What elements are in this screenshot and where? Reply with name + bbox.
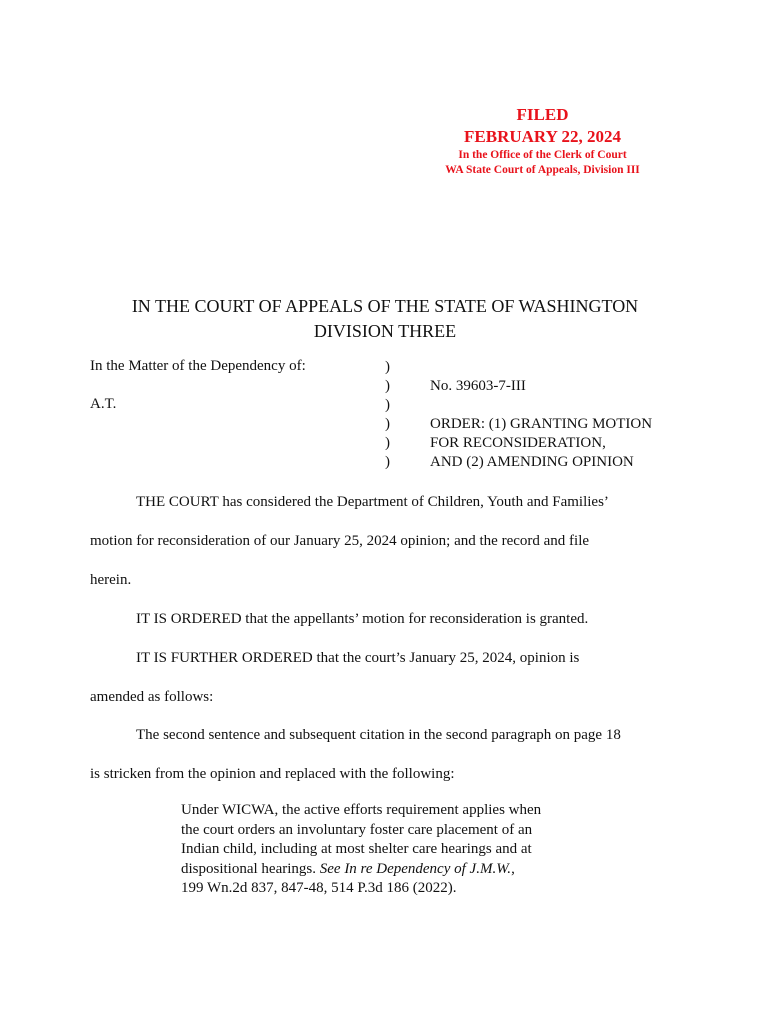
stamp-date: FEBRUARY 22, 2024 bbox=[464, 127, 621, 146]
body-line: is stricken from the opinion and replaced with the following: bbox=[90, 766, 455, 782]
paren: ) bbox=[385, 435, 390, 451]
block-quote bbox=[181, 801, 601, 899]
stamp-filed: FILED bbox=[516, 105, 569, 124]
body-line: amended as follows: bbox=[90, 689, 214, 705]
case-number: No. 39603-7-III bbox=[430, 378, 526, 394]
stamp-office-line-1: In the Office of the Clerk of Court bbox=[458, 149, 627, 161]
body-line: herein. bbox=[90, 572, 132, 588]
order-title-line: ORDER: (1) GRANTING MOTION bbox=[430, 416, 653, 432]
body-line: The second sentence and subsequent citation in the second paragraph on page 18 bbox=[136, 727, 621, 743]
paren: ) bbox=[385, 359, 390, 375]
body-line: THE COURT has considered the Department of Children, Youth and Families’ bbox=[136, 494, 609, 510]
quote-line: 199 Wn.2d 837, 847-48, 514 P.3d 186 (2022). bbox=[181, 880, 457, 896]
body-line: IT IS ORDERED that the appellants’ motion for reconsideration is granted. bbox=[136, 611, 589, 627]
party-name: A.T. bbox=[90, 396, 117, 412]
paren: ) bbox=[385, 397, 390, 413]
quote-line: Indian child, including at most shelter care hearings and at bbox=[181, 841, 532, 857]
paren: ) bbox=[385, 416, 390, 432]
body-line: motion for reconsideration of our January 25, 2024 opinion; and the record and file bbox=[90, 533, 590, 549]
stamp-office-line-2: WA State Court of Appeals, Division III bbox=[445, 164, 640, 176]
quote-text: , bbox=[511, 860, 515, 877]
matter-label: In the Matter of the Dependency of: bbox=[90, 358, 306, 374]
court-division: DIVISION THREE bbox=[313, 321, 457, 341]
quote-text: dispositional hearings. bbox=[181, 860, 320, 877]
filing-stamp bbox=[400, 104, 685, 178]
quote-line: the court orders an involuntary foster care placement of an bbox=[181, 821, 533, 838]
court-caption bbox=[0, 294, 770, 344]
court-name: IN THE COURT OF APPEALS OF THE STATE OF WASHINGTON bbox=[131, 296, 639, 316]
paren: ) bbox=[385, 454, 390, 470]
citation-italic: See In re Dependency of J.M.W. bbox=[319, 860, 512, 877]
body-line: IT IS FURTHER ORDERED that the court’s January 25, 2024, opinion is bbox=[136, 650, 580, 666]
case-caption-block bbox=[90, 358, 690, 478]
order-title-line: FOR RECONSIDERATION, bbox=[430, 435, 606, 451]
paren: ) bbox=[385, 378, 390, 394]
order-title-line: AND (2) AMENDING OPINION bbox=[430, 454, 634, 470]
quote-line bbox=[181, 860, 601, 880]
quote-line: Under WICWA, the active efforts requirement applies when bbox=[181, 802, 542, 818]
